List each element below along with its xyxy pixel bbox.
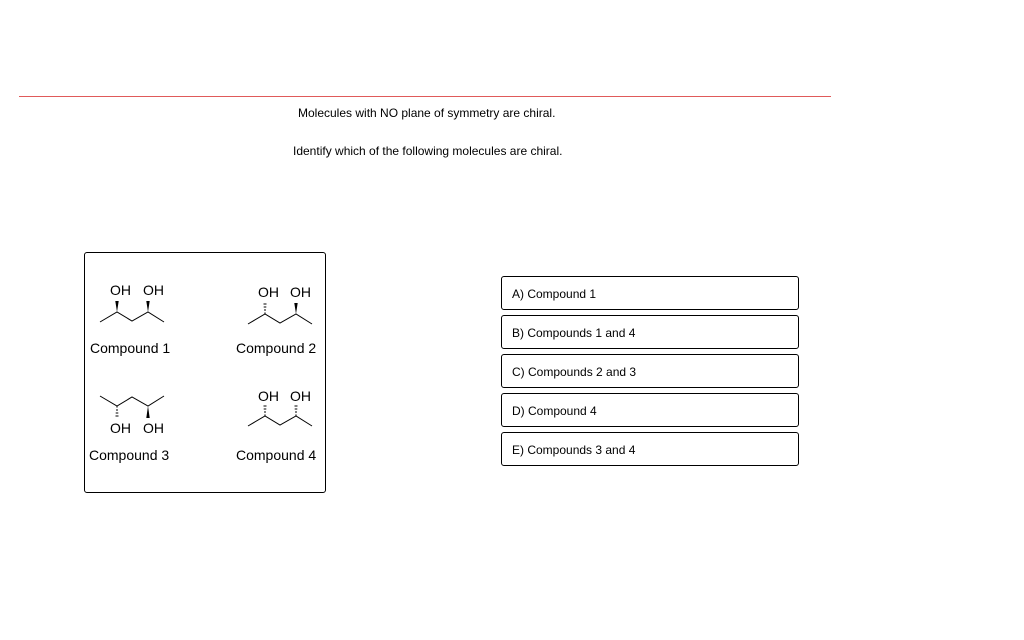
compound-4-structure (246, 402, 316, 428)
compound-3-structure (98, 394, 168, 420)
compound-1-oh-right: OH (143, 282, 164, 298)
compound-3-oh-right: OH (143, 420, 164, 436)
option-d[interactable]: D) Compound 4 (501, 393, 799, 427)
header-divider (19, 96, 831, 97)
option-e[interactable]: E) Compounds 3 and 4 (501, 432, 799, 466)
option-b[interactable]: B) Compounds 1 and 4 (501, 315, 799, 349)
compound-3-oh-left: OH (110, 420, 131, 436)
compound-1-label: Compound 1 (90, 340, 171, 356)
compound-2-structure (246, 300, 316, 326)
compound-4-oh-right: OH (290, 388, 311, 404)
intro-statement: Molecules with NO plane of symmetry are chiral. (298, 106, 556, 120)
option-a[interactable]: A) Compound 1 (501, 276, 799, 310)
compound-4-label: Compound 4 (236, 447, 317, 463)
compound-1-oh-left: OH (110, 282, 131, 298)
compound-2-oh-left: OH (258, 284, 279, 300)
option-c[interactable]: C) Compounds 2 and 3 (501, 354, 799, 388)
compound-1-structure (98, 298, 168, 324)
compound-3-label: Compound 3 (89, 447, 170, 463)
question-prompt: Identify which of the following molecules are chiral. (293, 144, 563, 158)
compound-2-label: Compound 2 (236, 340, 317, 356)
compound-2-oh-right: OH (290, 284, 311, 300)
compound-4-oh-left: OH (258, 388, 279, 404)
